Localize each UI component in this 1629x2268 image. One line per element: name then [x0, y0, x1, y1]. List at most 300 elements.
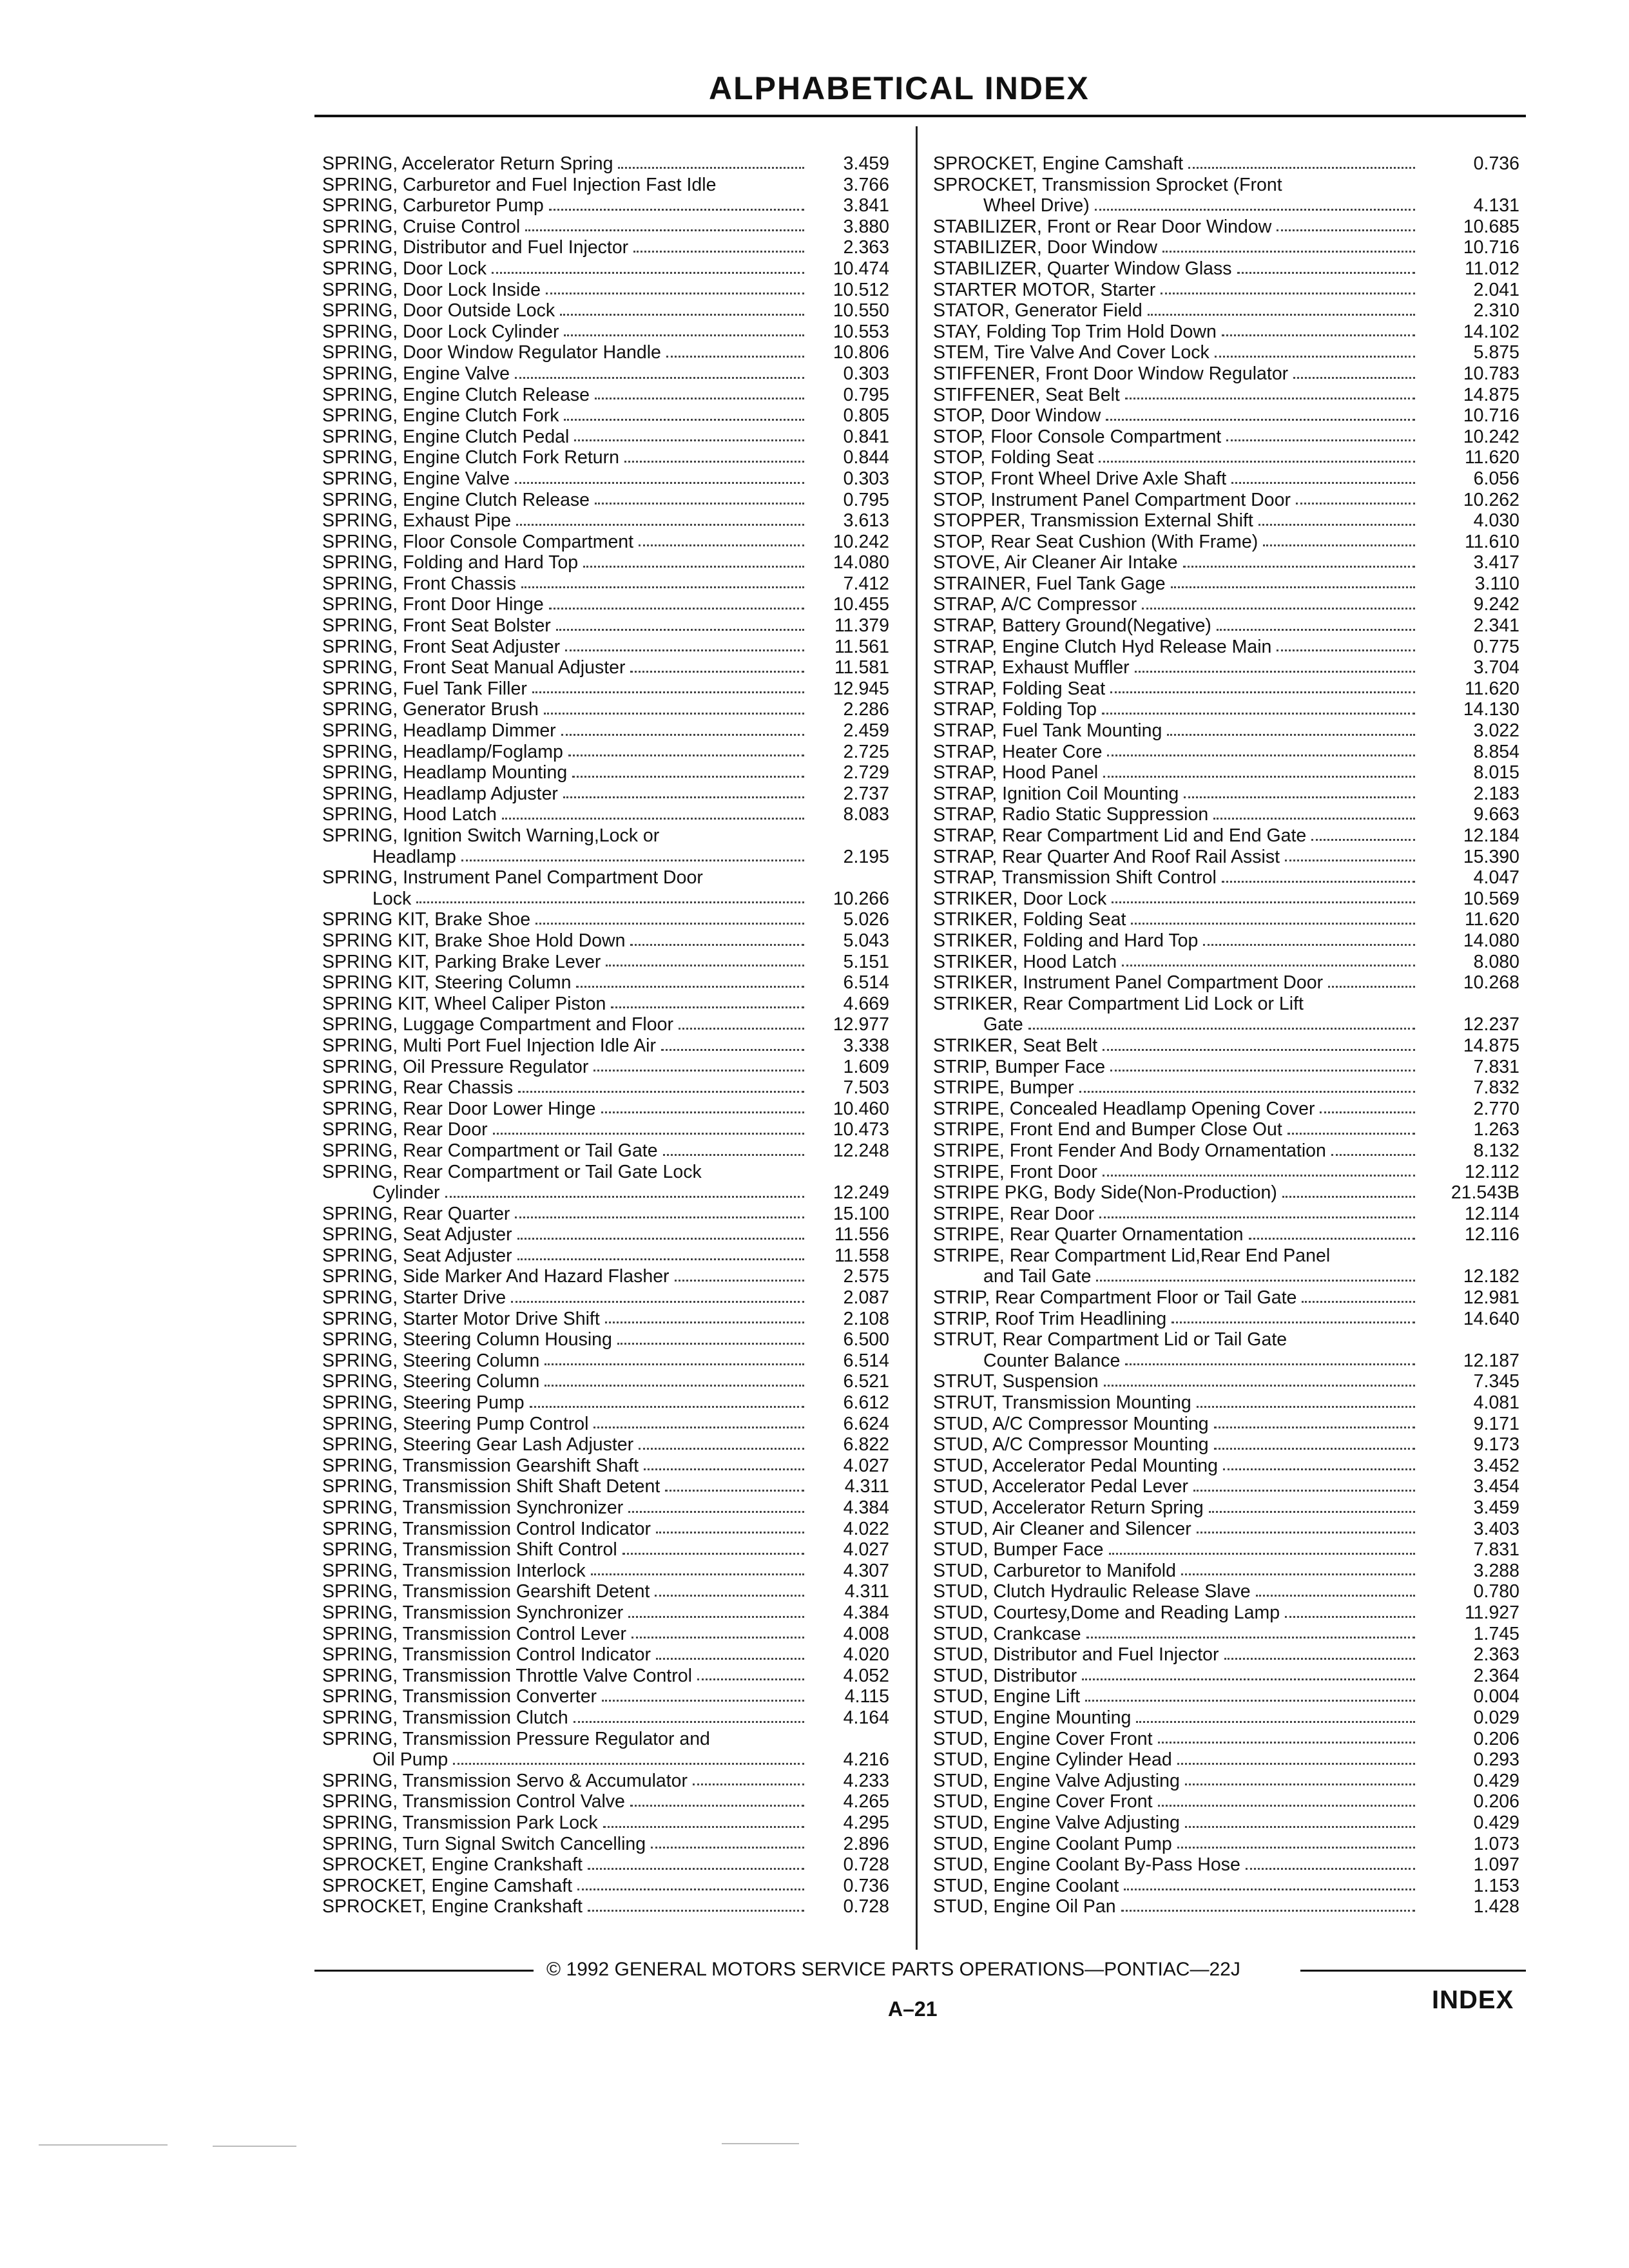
- dot-leader: [655, 1595, 804, 1597]
- entry-text: STRIP, Roof Trim Headlining: [933, 1308, 1167, 1329]
- index-entry: [322, 427, 889, 448]
- page-number: A–21: [888, 1997, 938, 2021]
- entry-page-ref: 10.550: [833, 300, 889, 322]
- index-entry: [933, 1077, 1519, 1099]
- index-entry: [933, 615, 1519, 637]
- entry-page-ref: 11.620: [1464, 447, 1519, 468]
- index-entry: [322, 405, 889, 427]
- entry-page-ref: 12.249: [833, 1182, 889, 1204]
- dot-leader: [1184, 796, 1415, 798]
- entry-text: SPRING, Distributor and Fuel Injector: [322, 237, 629, 258]
- index-entry: [322, 1140, 889, 1162]
- entry-page-ref: 2.363: [843, 237, 889, 258]
- entry-text: STUD, Engine Coolant: [933, 1875, 1119, 1896]
- entry-page-ref: 1.428: [1473, 1896, 1519, 1917]
- index-entry: [933, 909, 1519, 930]
- dot-leader: [1226, 439, 1415, 441]
- index-entry: [322, 1497, 889, 1519]
- entry-page-ref: 11.558: [834, 1245, 889, 1266]
- dot-leader: [1162, 251, 1415, 253]
- dot-leader: [675, 1280, 804, 1282]
- entry-page-ref: 4.384: [843, 1602, 889, 1623]
- entry-text: STRIPE, Front End and Bumper Close Out: [933, 1119, 1282, 1140]
- entry-text: SPRING, Transmission Synchronizer: [322, 1602, 624, 1623]
- entry-text: STARTER MOTOR, Starter: [933, 279, 1156, 300]
- dot-leader: [492, 272, 804, 274]
- index-entry: [933, 427, 1519, 448]
- dot-leader: [515, 1216, 804, 1218]
- entry-page-ref: 6.612: [843, 1392, 889, 1414]
- entry-text: STUD, Engine Cover Front: [933, 1791, 1153, 1812]
- entry-text: STUD, Engine Coolant By-Pass Hose: [933, 1854, 1240, 1876]
- dot-leader: [1110, 1070, 1415, 1072]
- entry-text: SPRING KIT, Steering Column: [322, 972, 572, 994]
- entry-page-ref: 7.832: [1473, 1077, 1519, 1099]
- scan-artifact: [213, 2146, 296, 2147]
- entry-page-ref: 0.429: [1473, 1770, 1519, 1791]
- index-entry: [322, 280, 889, 301]
- index-entry: [933, 1266, 1519, 1287]
- index-entry: [322, 490, 889, 511]
- dot-leader: [572, 776, 804, 778]
- index-entry: [933, 1854, 1519, 1876]
- index-entry: [322, 594, 889, 615]
- index-entry: [933, 1602, 1519, 1624]
- dot-leader: [1285, 860, 1415, 861]
- entry-text: STRIPE, Bumper: [933, 1077, 1074, 1099]
- entry-text: STEM, Tire Valve And Cover Lock: [933, 342, 1210, 363]
- entry-text: STUD, Engine Lift: [933, 1686, 1081, 1707]
- index-entry: [933, 1476, 1519, 1497]
- index-entry: [933, 468, 1519, 490]
- index-entry: [322, 909, 889, 930]
- index-column-right: [933, 153, 1519, 1917]
- index-entry: [933, 1497, 1519, 1519]
- entry-text: STUD, Engine Mounting: [933, 1707, 1132, 1728]
- entry-page-ref: 6.822: [843, 1434, 889, 1456]
- entry-text: SPRING, Transmission Synchronizer: [322, 1497, 624, 1518]
- dot-leader: [1158, 1742, 1415, 1744]
- entry-text: STUD, Clutch Hydraulic Release Slave: [933, 1581, 1251, 1602]
- dot-leader: [546, 293, 804, 294]
- entry-page-ref: 21.543B: [1451, 1182, 1519, 1204]
- entry-text: STRIKER, Door Lock: [933, 888, 1107, 909]
- entry-page-ref: 2.195: [843, 846, 889, 867]
- entry-text: SPRING, Transmission Control Indicator: [322, 1518, 651, 1539]
- index-entry: [322, 1812, 889, 1834]
- index-entry: [322, 1476, 889, 1497]
- dot-leader: [1231, 482, 1415, 484]
- entry-page-ref: 10.783: [1463, 363, 1519, 384]
- page-title: ALPHABETICAL INDEX: [709, 70, 1090, 106]
- entry-page-ref: 3.454: [1473, 1476, 1519, 1497]
- dot-leader: [530, 1406, 804, 1408]
- index-entry: [933, 1371, 1519, 1392]
- dot-leader: [1099, 461, 1415, 463]
- entry-page-ref: 3.403: [1473, 1518, 1519, 1539]
- entry-page-ref: 6.514: [843, 972, 889, 994]
- footer-copyright: © 1992 GENERAL MOTORS SERVICE PARTS OPERATIONS—PONTIAC—22J: [546, 1959, 1240, 1980]
- index-entry: [933, 1812, 1519, 1834]
- dot-leader: [583, 566, 804, 568]
- entry-page-ref: 2.770: [1473, 1098, 1519, 1119]
- entry-page-ref: 4.295: [843, 1812, 889, 1833]
- dot-leader: [1086, 1637, 1415, 1639]
- entry-text: STRAINER, Fuel Tank Gage: [933, 573, 1166, 594]
- dot-leader: [1109, 1553, 1416, 1555]
- index-entry: [933, 1519, 1519, 1540]
- entry-text: STRIP, Rear Compartment Floor or Tail Gate: [933, 1287, 1297, 1309]
- entry-text: STUD, Accelerator Pedal Mounting: [933, 1455, 1218, 1476]
- dot-leader: [1217, 629, 1415, 631]
- entry-page-ref: 12.184: [1463, 825, 1519, 846]
- dot-leader: [663, 1154, 804, 1156]
- dot-leader: [656, 1532, 804, 1533]
- section-label: INDEX: [1432, 1986, 1514, 2014]
- index-entry: [933, 195, 1519, 216]
- dot-leader: [502, 818, 804, 820]
- entry-page-ref: 9.242: [1473, 594, 1519, 615]
- entry-text: STRAP, Transmission Shift Control: [933, 867, 1217, 889]
- entry-page-ref: 5.875: [1473, 342, 1519, 363]
- index-entry: [322, 216, 889, 238]
- dot-leader: [544, 713, 804, 715]
- entry-page-ref: 14.875: [1463, 1035, 1519, 1056]
- index-entry: [933, 1434, 1519, 1456]
- entry-text: SPRING, Transmission Gearshift Shaft: [322, 1455, 639, 1476]
- dot-leader: [1328, 986, 1415, 988]
- index-entry: [933, 930, 1519, 952]
- entry-text: SPRING, Transmission Shift Shaft Detent: [322, 1476, 660, 1497]
- dot-leader: [1112, 901, 1415, 903]
- entry-text: SPRING, Headlamp/Foglamp: [322, 741, 563, 762]
- dot-leader: [1185, 1826, 1415, 1828]
- dot-leader: [588, 1868, 804, 1870]
- entry-page-ref: 3.022: [1473, 720, 1519, 742]
- entry-page-ref: 11.379: [834, 615, 889, 637]
- index-entry: [933, 342, 1519, 363]
- index-entry: [322, 678, 889, 700]
- dot-leader: [693, 1783, 804, 1785]
- entry-text: SPRING, Headlamp Adjuster: [322, 783, 558, 804]
- dot-leader: [1285, 1616, 1415, 1618]
- index-entry: [933, 1014, 1519, 1035]
- index-entry: [933, 1624, 1519, 1645]
- entry-page-ref: 14.875: [1463, 384, 1519, 405]
- dot-leader: [564, 419, 804, 421]
- entry-page-ref: 12.248: [833, 1140, 889, 1161]
- entry-text: STABILIZER, Door Window: [933, 237, 1157, 258]
- entry-page-ref: 0.841: [843, 426, 889, 447]
- entry-page-ref: 0.780: [1473, 1581, 1519, 1602]
- index-entry: [322, 1350, 889, 1372]
- entry-text: SPRING, Transmission Interlock: [322, 1560, 586, 1581]
- entry-text: SPRING, Transmission Control Indicator: [322, 1644, 651, 1666]
- dot-leader: [515, 482, 804, 484]
- index-entry: [933, 1539, 1519, 1561]
- dot-leader: [602, 1700, 804, 1702]
- dot-leader: [1214, 1427, 1415, 1428]
- index-entry: [933, 847, 1519, 868]
- entry-text: STRAP, Battery Ground(Negative): [933, 615, 1211, 637]
- index-entry: [933, 1791, 1519, 1812]
- dot-leader: [1124, 1888, 1415, 1890]
- dot-leader: [563, 796, 804, 798]
- dot-leader: [595, 503, 804, 505]
- dot-leader: [1215, 356, 1415, 358]
- entry-page-ref: 0.805: [843, 405, 889, 427]
- entry-text: SPRING, Exhaust Pipe: [322, 510, 512, 532]
- entry-page-ref: 7.503: [843, 1077, 889, 1099]
- entry-page-ref: 6.056: [1473, 468, 1519, 489]
- dot-leader: [532, 691, 804, 693]
- entry-text: STRAP, A/C Compressor: [933, 594, 1137, 615]
- dot-leader: [564, 334, 804, 336]
- dot-leader: [1302, 1301, 1415, 1303]
- dot-leader: [1246, 1868, 1415, 1870]
- entry-page-ref: 10.473: [833, 1119, 889, 1140]
- entry-text: SPRING, Starter Drive: [322, 1287, 506, 1309]
- entry-text: STUD, Engine Cylinder Head: [933, 1749, 1172, 1771]
- entry-text: SPRING, Ignition Switch Warning,Lock or: [322, 825, 660, 846]
- entry-page-ref: 9.171: [1473, 1413, 1519, 1434]
- index-entry: [933, 1686, 1519, 1707]
- dot-leader: [601, 1111, 805, 1113]
- entry-page-ref: 8.080: [1473, 951, 1519, 972]
- entry-text: SPRING, Door Lock: [322, 258, 487, 279]
- entry-text: STUD, A/C Compressor Mounting: [933, 1413, 1209, 1434]
- entry-text: STAY, Folding Top Trim Hold Down: [933, 321, 1217, 342]
- dot-leader: [661, 1049, 804, 1051]
- index-entry: [933, 1834, 1519, 1855]
- entry-page-ref: 0.004: [1473, 1686, 1519, 1707]
- index-entry: [322, 552, 889, 573]
- entry-page-ref: 2.575: [843, 1266, 889, 1287]
- dot-leader: [622, 1553, 804, 1555]
- dot-leader: [416, 901, 804, 903]
- dot-leader: [1197, 1532, 1415, 1533]
- entry-text: SPRING, Front Seat Manual Adjuster: [322, 657, 626, 678]
- entry-text: STRAP, Rear Quarter And Roof Rail Assist: [933, 846, 1280, 867]
- index-entry: [322, 573, 889, 595]
- index-entry: [933, 175, 1519, 196]
- index-entry: [322, 175, 889, 196]
- entry-text: SPRING, Luggage Compartment and Floor: [322, 1014, 673, 1035]
- entry-page-ref: 8.015: [1473, 762, 1519, 783]
- entry-text: SPRING, Door Window Regulator Handle: [322, 342, 661, 363]
- entry-text: STOP, Front Wheel Drive Axle Shaft: [933, 468, 1227, 489]
- entry-text: Counter Balance: [983, 1350, 1121, 1371]
- dot-leader: [517, 1258, 804, 1260]
- index-entry: [322, 762, 889, 783]
- entry-page-ref: 12.237: [1463, 1014, 1519, 1035]
- entry-page-ref: 5.026: [843, 909, 889, 930]
- entry-text: SPRING, Fuel Tank Filler: [322, 678, 527, 699]
- dot-leader: [1222, 881, 1415, 883]
- dot-leader: [556, 629, 804, 631]
- index-entry: [322, 1666, 889, 1687]
- dot-leader: [1177, 1847, 1415, 1849]
- entry-text: SPROCKET, Transmission Sprocket (Front: [933, 174, 1282, 195]
- dot-leader: [511, 1301, 804, 1303]
- entry-text: SPRING, Engine Valve: [322, 468, 510, 489]
- entry-text: SPRING, Multi Port Fuel Injection Idle Air: [322, 1035, 656, 1056]
- entry-text: SPRING, Engine Clutch Release: [322, 384, 590, 405]
- index-entry: [933, 994, 1519, 1015]
- dot-leader: [1110, 691, 1415, 693]
- entry-text: SPRING, Headlamp Mounting: [322, 762, 568, 783]
- entry-text: SPRING, Floor Console Compartment: [322, 531, 634, 552]
- index-entry: [322, 1854, 889, 1876]
- entry-text: STRAP, Heater Core: [933, 741, 1103, 762]
- index-entry: [933, 952, 1519, 973]
- index-entry: [322, 1771, 889, 1792]
- entry-text: SPRING, Engine Valve: [322, 363, 510, 384]
- dot-leader: [1311, 839, 1415, 841]
- dot-leader: [1277, 229, 1415, 231]
- dot-leader: [630, 944, 804, 946]
- dot-leader: [574, 439, 804, 441]
- entry-text: SPRING, Transmission Converter: [322, 1686, 597, 1707]
- dot-leader: [1121, 1910, 1415, 1912]
- index-entry: [933, 637, 1519, 658]
- dot-leader: [1320, 1111, 1415, 1113]
- entry-page-ref: 11.561: [834, 636, 889, 657]
- entry-text: Lock: [372, 888, 412, 909]
- index-entry: [322, 342, 889, 363]
- entry-text: STOP, Rear Seat Cushion (With Frame): [933, 531, 1258, 552]
- entry-page-ref: 0.206: [1473, 1791, 1519, 1812]
- dot-leader: [1028, 1028, 1415, 1030]
- index-entry: [322, 153, 889, 175]
- entry-text: SPRING, Transmission Gearshift Detent: [322, 1581, 650, 1602]
- entry-text: SPRING, Transmission Clutch: [322, 1707, 568, 1728]
- index-entry: [933, 510, 1519, 532]
- entry-text: STRAP, Folding Seat: [933, 678, 1106, 699]
- entry-text: SPRING, Rear Chassis: [322, 1077, 514, 1099]
- entry-page-ref: 0.795: [843, 489, 889, 510]
- index-entry: [322, 1456, 889, 1477]
- index-entry: [933, 532, 1519, 553]
- entry-page-ref: 2.341: [1473, 615, 1519, 637]
- entry-page-ref: 11.620: [1464, 678, 1519, 699]
- entry-page-ref: 4.027: [843, 1539, 889, 1561]
- dot-leader: [628, 1511, 804, 1513]
- index-entry: [933, 1140, 1519, 1162]
- entry-page-ref: 4.311: [844, 1581, 889, 1602]
- entry-text: STUD, Accelerator Pedal Lever: [933, 1476, 1189, 1497]
- entry-page-ref: 15.100: [833, 1203, 889, 1224]
- index-entry: [933, 447, 1519, 468]
- dot-leader: [1085, 1700, 1415, 1702]
- entry-text: SPRING KIT, Brake Shoe: [322, 909, 531, 930]
- index-entry: [322, 742, 889, 763]
- dot-leader: [697, 1678, 804, 1680]
- index-entry: [933, 363, 1519, 385]
- index-entry: [322, 637, 889, 658]
- entry-text: SPRING, Carburetor Pump: [322, 195, 544, 216]
- entry-page-ref: 2.896: [843, 1833, 889, 1854]
- entry-text: STUD, Distributor and Fuel Injector: [933, 1644, 1219, 1666]
- entry-page-ref: 6.500: [843, 1329, 889, 1350]
- dot-leader: [461, 860, 804, 861]
- entry-page-ref: 1.097: [1473, 1854, 1519, 1876]
- index-entry: [933, 867, 1519, 889]
- index-entry: [933, 594, 1519, 615]
- dot-leader: [1209, 1511, 1415, 1513]
- dot-leader: [1082, 1678, 1415, 1680]
- entry-page-ref: 8.854: [1473, 741, 1519, 762]
- index-entry: [322, 1287, 889, 1309]
- entry-text: SPRING, Transmission Throttle Valve Control: [322, 1665, 692, 1686]
- index-entry: [322, 1539, 889, 1561]
- dot-leader: [515, 377, 804, 379]
- dot-leader: [1181, 1573, 1415, 1575]
- dot-leader: [606, 965, 804, 966]
- dot-leader: [1256, 1595, 1415, 1597]
- entry-text: STUD, A/C Compressor Mounting: [933, 1434, 1209, 1456]
- entry-text: STOP, Instrument Panel Compartment Door: [933, 489, 1291, 510]
- entry-text: SPRING, Engine Clutch Fork Return: [322, 447, 619, 468]
- entry-text: STATOR, Generator Field: [933, 300, 1142, 322]
- entry-text: SPRING, Rear Quarter: [322, 1203, 510, 1224]
- index-entry: [933, 1729, 1519, 1750]
- dot-leader: [1223, 1468, 1415, 1470]
- entry-text: SPRING KIT, Parking Brake Lever: [322, 951, 601, 972]
- dot-leader: [1099, 1216, 1415, 1218]
- entry-page-ref: 2.737: [843, 783, 889, 804]
- entry-page-ref: 12.187: [1463, 1350, 1519, 1371]
- index-entry: [933, 1749, 1519, 1771]
- entry-text: SPRING, Rear Compartment or Tail Gate: [322, 1140, 658, 1161]
- footer-rule-right: [1300, 1970, 1526, 1972]
- index-entry: [322, 847, 889, 868]
- index-entry: [933, 405, 1519, 427]
- entry-page-ref: 2.310: [1473, 300, 1519, 322]
- dot-leader: [591, 1573, 804, 1575]
- column-divider: [916, 126, 918, 1950]
- dot-leader: [1095, 209, 1415, 211]
- entry-page-ref: 0.029: [1473, 1707, 1519, 1728]
- entry-page-ref: 0.293: [1473, 1749, 1519, 1771]
- entry-text: STUD, Bumper Face: [933, 1539, 1104, 1561]
- index-entry: [322, 1686, 889, 1707]
- entry-text: SPRING, Turn Signal Switch Cancelling: [322, 1833, 646, 1854]
- entry-page-ref: 0.844: [843, 447, 889, 468]
- entry-text: SPRING, Oil Pressure Regulator: [322, 1056, 589, 1077]
- entry-page-ref: 2.729: [843, 762, 889, 783]
- entry-page-ref: 7.831: [1473, 1056, 1519, 1077]
- entry-page-ref: 10.262: [1463, 489, 1519, 510]
- dot-leader: [1125, 1363, 1415, 1365]
- dot-leader: [1122, 965, 1415, 966]
- entry-text: SPRING, Steering Pump Control: [322, 1413, 589, 1434]
- entry-text: SPRING, Front Seat Bolster: [322, 615, 551, 637]
- entry-text: SPRING, Front Chassis: [322, 573, 516, 594]
- entry-text: STABILIZER, Front or Rear Door Window: [933, 216, 1272, 237]
- entry-text: STOP, Folding Seat: [933, 447, 1094, 468]
- index-entry: [933, 1119, 1519, 1140]
- index-entry: [322, 258, 889, 280]
- index-entry: [933, 657, 1519, 678]
- dot-leader: [561, 734, 804, 736]
- entry-text: SPRING, Transmission Control Valve: [322, 1791, 625, 1812]
- dot-leader: [1296, 503, 1415, 505]
- entry-page-ref: 12.116: [1464, 1224, 1519, 1245]
- index-entry: [322, 1057, 889, 1078]
- entry-page-ref: 10.474: [833, 258, 889, 279]
- entry-text: STUD, Engine Cover Front: [933, 1728, 1153, 1749]
